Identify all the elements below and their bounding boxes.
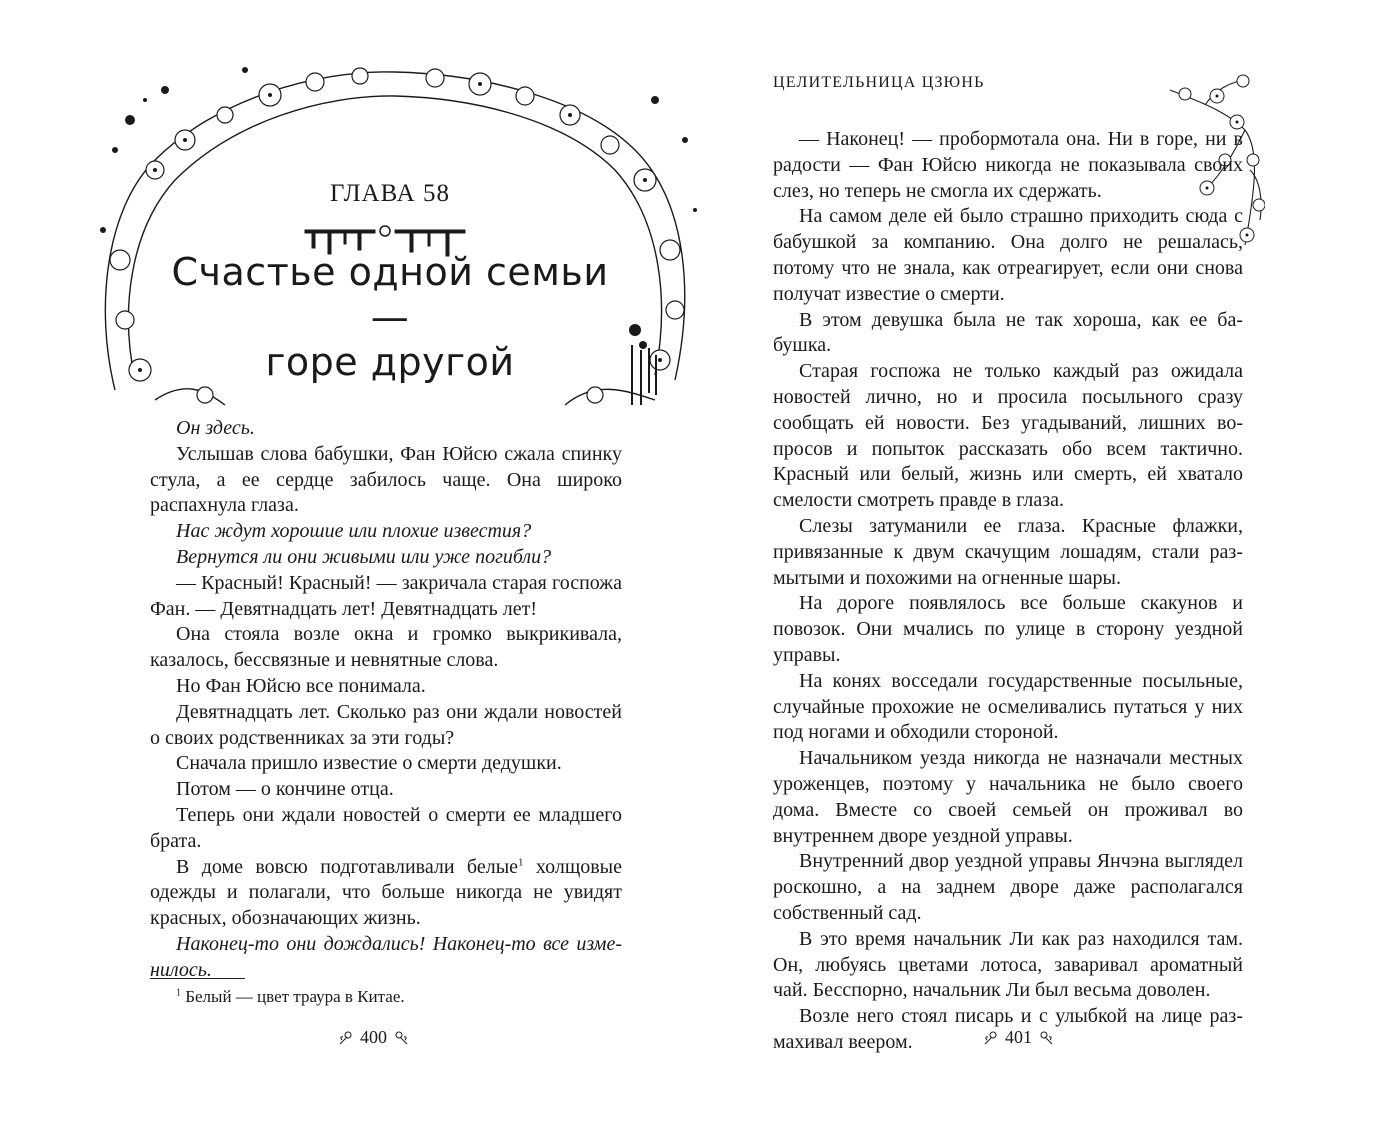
chapter-title-line-2: горе другой <box>265 340 515 384</box>
page-number-left <box>338 1027 409 1048</box>
paragraph-text: В доме вовсю подготавливали белые <box>176 855 519 878</box>
page-number: 400 <box>360 1027 387 1047</box>
paragraph: На самом деле ей было страшно приходить сюда с бабушкой за компанию. Она долго не решалась, потому что не знала, как отреагирует, если они снова получат известие о смерти. <box>773 205 1243 305</box>
right-body-text <box>773 127 1243 1056</box>
paragraph: Начальником уезда никогда не назначали местных уроженцев, поэтому у начальника не было своего дома. Вместе со своей семьей он проживал во внутреннем дворе уездной управы. <box>773 747 1243 847</box>
footnote <box>176 986 405 1008</box>
footnote-mark[interactable]: 1 <box>518 855 524 868</box>
folio-flower-icon <box>983 1030 999 1046</box>
folio-flower-icon <box>338 1030 354 1046</box>
page-number-right <box>983 1027 1054 1048</box>
running-head: ЦЕЛИТЕЛЬНИЦА ЦЗЮНЬ <box>773 74 985 91</box>
paragraph: На дороге появлялось все больше скакунов и повозок. Они мчались по улице в сторону уездной управы. <box>773 592 1243 666</box>
paragraph: Наконец-то они дождались! Наконец-то все изменилось. <box>150 932 622 981</box>
paragraph: — Красный! Красный! — закричала старая госпожа Фан. — Девятнадцать лет! Девятнадцать лет! <box>150 571 622 620</box>
paragraph: Сначала пришло известие о смерти дедушки. <box>176 752 562 775</box>
paragraph: Но Фан Юйсю все понимала. <box>176 674 426 697</box>
chapter-title-line-1: Счастье одной семьи — <box>171 250 609 339</box>
paragraph-with-footnote <box>150 855 622 932</box>
paragraph: Услышав слова бабушки, Фан Юйсю сжала спинку стула, а ее сердце забилось чаще. Она широко распахнула глаза. <box>150 442 622 517</box>
paragraph: Нас ждут хорошие или плохие известия? <box>176 520 532 543</box>
left-body-text <box>150 416 622 984</box>
paragraph: Вернутся ли они живыми или уже погибли? <box>176 545 552 568</box>
chapter-label: ГЛАВА 58 <box>330 180 450 207</box>
paragraph: — Наконец! — пробормотала она. Ни в горе, ни в радости — Фан Юйсю никогда не показывала своих слез, но теперь не смогла их сдержать. <box>773 128 1243 202</box>
footnote-rule <box>150 978 245 979</box>
paragraph: Возле него стоял писарь и с улыбкой на лице размахивал веером. <box>773 1005 1243 1053</box>
chapter-title <box>150 250 630 385</box>
folio-flower-icon <box>393 1030 409 1046</box>
paragraph: Теперь они ждали новостей о смерти ее младшего брата. <box>150 803 622 852</box>
paragraph: Слезы затуманили ее глаза. Красные флажки, привязанные к двум скачущим лошадям, стали размытыми и похожими на огненные шары. <box>773 514 1243 589</box>
paragraph: В этом девушка была не так хороша, как ее бабушка. <box>773 308 1243 357</box>
paragraph: В это время начальник Ли как раз находился там. Он, любуясь цветами лотоса, заваривал ароматный чай. Бесспорно, начальник Ли был весьма доволен. <box>773 927 1243 1002</box>
paragraph: Она стояла возле окна и громко выкрикивала, казалось, бессвязные и невнятные слова. <box>150 623 622 672</box>
paragraph: Он здесь. <box>176 417 255 439</box>
paragraph: На конях восседали государственные посыльные, случайные прохожие не осмеливались путаться у них под ногами и обходили стороной. <box>773 669 1243 744</box>
paragraph: Потом — о кончине отца. <box>176 778 394 801</box>
paragraph: Девятнадцать лет. Сколько раз они ждали новостей о своих родственниках за эти годы? <box>150 700 622 749</box>
paragraph-text: холщовые одежды и полагали, что больше никогда не увидят красных, обозначающих жизнь. <box>150 855 622 930</box>
paragraph: Старая госпожа не только каждый раз ожидала новостей лично, но и просила посыльного сразу сообщать ей новости. Без угадываний, лишних вопросов и попыток рассказать обо всем тактично. Красный или белый, жизнь или смерть, ей хватало смелости смотреть правде в глаза. <box>773 360 1243 512</box>
paragraph: Внутренний двор уездной управы Янчэна выглядел роскошно, а на заднем дворе даже располагался собственный сад. <box>773 850 1243 924</box>
footnote-number: 1 <box>176 987 181 999</box>
footnote-text: Белый — цвет траура в Китае. <box>181 987 405 1006</box>
folio-flower-icon <box>1038 1030 1054 1046</box>
page-number: 401 <box>1005 1027 1032 1047</box>
